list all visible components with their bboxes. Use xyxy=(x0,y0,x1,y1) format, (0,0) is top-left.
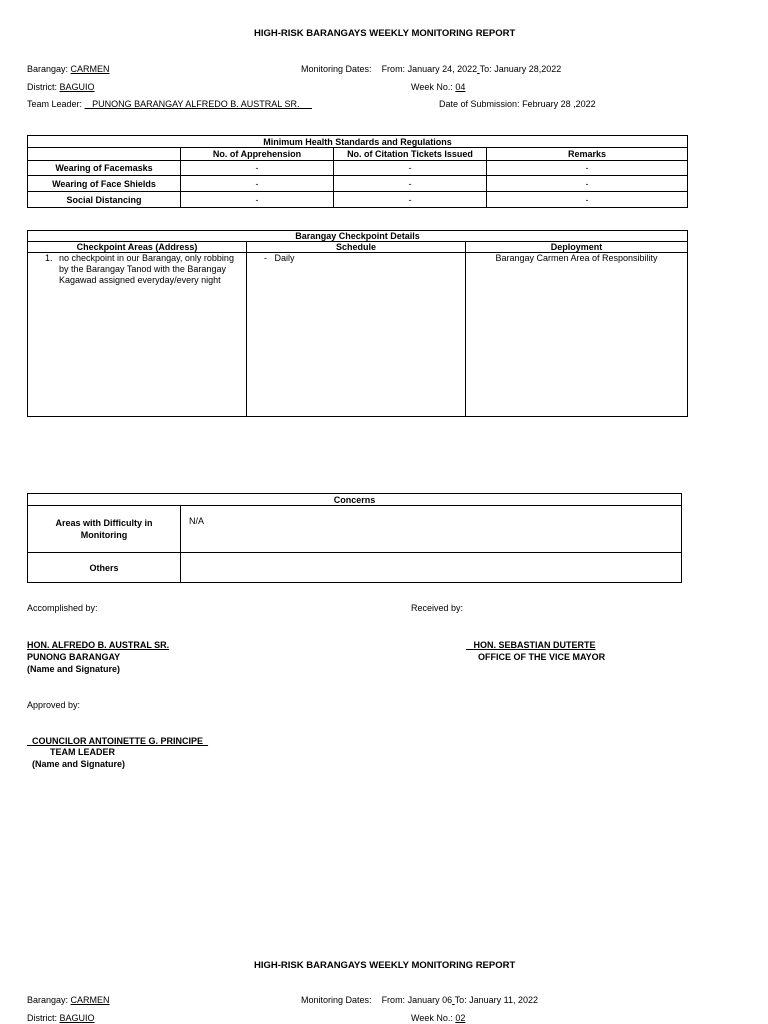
table-row xyxy=(28,192,688,208)
col-checkpoint-areas: Checkpoint Areas (Address) xyxy=(28,242,247,253)
table-row xyxy=(28,553,682,583)
submission-label: Date of Submission: xyxy=(439,99,520,109)
cell: - xyxy=(487,192,688,208)
team-leader-value: PUNONG BARANGAY ALFREDO B. AUSTRAL SR. xyxy=(92,99,300,109)
report-title: HIGH-RISK BARANGAYS WEEKLY MONITORING REPORT xyxy=(254,28,516,39)
received-label: Received by: xyxy=(411,603,464,613)
checkpoint-table-title: Barangay Checkpoint Details xyxy=(28,231,688,242)
submission-field xyxy=(439,99,596,109)
week-value: 02 xyxy=(455,1013,466,1023)
others-label: Others xyxy=(28,553,181,583)
cell: - xyxy=(334,161,487,176)
approved-note: (Name and Signature) xyxy=(32,759,126,769)
row-label: Social Distancing xyxy=(28,192,181,208)
district-field xyxy=(27,82,95,92)
cell: - xyxy=(334,192,487,208)
cell: - xyxy=(487,176,688,192)
table-row xyxy=(28,253,688,417)
week-value: 04 xyxy=(455,82,466,92)
district-label: District: xyxy=(27,1013,57,1023)
difficulty-label-line2: Monitoring xyxy=(80,530,128,540)
deployment-cell: Barangay Carmen Area of Responsibility xyxy=(466,253,688,417)
row-label xyxy=(28,506,181,553)
accomplished-title: PUNONG BARANGAY xyxy=(27,652,121,662)
row-label: Wearing of Face Shields xyxy=(28,176,181,192)
schedule-cell xyxy=(247,253,466,417)
health-table-title: Minimum Health Standards and Regulations xyxy=(28,136,688,148)
barangay-value: CARMEN xyxy=(70,995,110,1005)
from-label: From: xyxy=(381,64,406,74)
monitoring-dates-label: Monitoring Dates: xyxy=(301,995,372,1005)
received-name-line xyxy=(466,640,596,650)
cell: - xyxy=(487,161,688,176)
col-schedule: Schedule xyxy=(247,242,466,253)
concerns-title: Concerns xyxy=(28,494,682,506)
cell: - xyxy=(181,192,334,208)
team-leader-field xyxy=(27,99,312,109)
approved-name-line xyxy=(27,736,208,746)
area-line: no checkpoint in our Barangay, only robbing xyxy=(59,253,234,263)
report-title-2: HIGH-RISK BARANGAYS WEEKLY MONITORING REPORT xyxy=(254,960,516,971)
cell: - xyxy=(181,161,334,176)
monitoring-dates-field-2 xyxy=(301,995,538,1005)
week-field-2 xyxy=(411,1013,465,1023)
district-field-2 xyxy=(27,1013,95,1023)
col-deployment: Deployment xyxy=(466,242,688,253)
cell: - xyxy=(181,176,334,192)
table-row xyxy=(28,506,682,553)
health-standards-table xyxy=(27,135,688,208)
to-value: January 11, 2022 xyxy=(469,995,539,1005)
table-row xyxy=(28,161,688,176)
to-label: To: xyxy=(454,995,467,1005)
approved-label: Approved by: xyxy=(27,700,81,710)
district-value: BAGUIO xyxy=(59,82,95,92)
received-title: OFFICE OF THE VICE MAYOR xyxy=(478,652,606,662)
schedule-dash: - xyxy=(264,253,267,263)
others-value xyxy=(181,553,682,583)
district-label: District: xyxy=(27,82,57,92)
week-label: Week No.: xyxy=(411,82,453,92)
col-apprehension: No. of Apprehension xyxy=(181,148,334,161)
accomplished-label: Accomplished by: xyxy=(27,603,98,613)
from-value: January 24, 2022 xyxy=(407,64,478,74)
area-number: 1. xyxy=(45,253,53,263)
team-leader-label: Team Leader: xyxy=(27,99,83,109)
difficulty-value: N/A xyxy=(181,506,682,553)
to-value: January 28,2022 xyxy=(494,64,562,74)
checkpoint-area-cell xyxy=(28,253,247,417)
barangay-field-2 xyxy=(27,995,110,1005)
monitoring-dates-label: Monitoring Dates: xyxy=(301,64,372,74)
col-citation: No. of Citation Tickets Issued xyxy=(334,148,487,161)
accomplished-note: (Name and Signature) xyxy=(27,664,121,674)
schedule-value: Daily xyxy=(274,253,295,263)
accomplished-name: HON. ALFREDO B. AUSTRAL SR. xyxy=(27,640,170,650)
week-label: Week No.: xyxy=(411,1013,453,1023)
difficulty-label-line1: Areas with Difficulty in xyxy=(55,518,153,528)
concerns-table xyxy=(27,493,682,583)
to-label: To: xyxy=(479,64,492,74)
from-label: From: xyxy=(381,995,406,1005)
district-value: BAGUIO xyxy=(59,1013,95,1023)
checkpoint-table xyxy=(27,230,688,417)
area-line: Kagawad assigned everyday/every night xyxy=(59,275,221,285)
col-remarks: Remarks xyxy=(487,148,688,161)
cell: - xyxy=(334,176,487,192)
table-row xyxy=(28,176,688,192)
barangay-label: Barangay: xyxy=(27,64,69,74)
submission-value: February 28 ,2022 xyxy=(522,99,596,109)
barangay-label: Barangay: xyxy=(27,995,69,1005)
area-line: by the Barangay Tanod with the Barangay xyxy=(59,264,226,274)
barangay-value: CARMEN xyxy=(70,64,110,74)
approved-name: COUNCILOR ANTOINETTE G. PRINCIPE xyxy=(32,736,204,746)
week-field xyxy=(411,82,465,92)
monitoring-dates-field xyxy=(301,64,561,74)
received-name: HON. SEBASTIAN DUTERTE xyxy=(473,640,596,650)
from-value: January 06 xyxy=(407,995,453,1005)
approved-title: TEAM LEADER xyxy=(50,747,115,757)
barangay-field xyxy=(27,64,110,74)
row-label: Wearing of Facemasks xyxy=(28,161,181,176)
